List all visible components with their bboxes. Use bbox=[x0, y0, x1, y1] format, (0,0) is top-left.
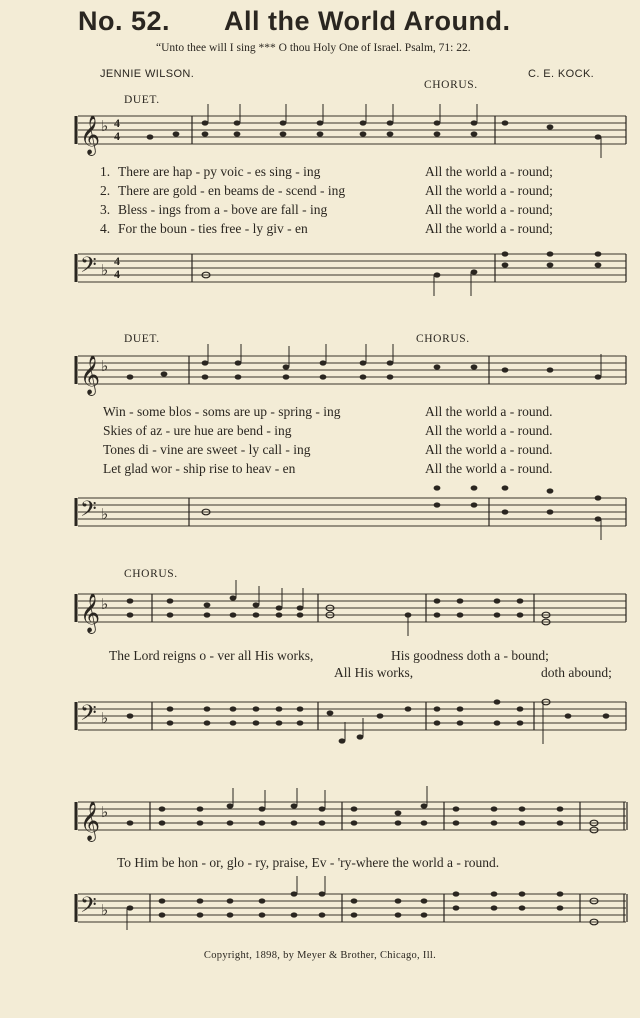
verse-lyric: Bless - ings from a - bove are fall - ing bbox=[118, 202, 328, 217]
verse-refrain: All the world a - round. bbox=[425, 404, 553, 419]
verse-lyric: There are hap - py voic - es sing - ing bbox=[118, 164, 321, 179]
bass-staff bbox=[0, 244, 640, 304]
svg-text:4: 4 bbox=[114, 254, 120, 268]
verse-lyric: Tones di - vine are sweet - ly call - ing bbox=[103, 442, 311, 457]
verse-number: 3. bbox=[100, 202, 111, 217]
bass-staff bbox=[0, 692, 640, 752]
verse-lyric: Skies of az - ure hue are bend - ing bbox=[103, 423, 292, 438]
verse-number: 4. bbox=[100, 221, 111, 236]
melody-notes bbox=[147, 104, 602, 158]
lyricist-credit: JENNIE WILSON. bbox=[100, 68, 195, 80]
hymn-number: No. 52. bbox=[78, 6, 171, 36]
verse-lyric: Win - some blos - soms are up - spring - ing bbox=[103, 404, 341, 419]
echo-lyric: doth abound; bbox=[541, 665, 612, 680]
svg-text:4: 4 bbox=[114, 267, 120, 281]
treble-clef-icon: 𝄞 bbox=[80, 593, 101, 633]
copyright-notice: Copyright, 1898, by Meyer & Brother, Chicago, Ill. bbox=[203, 950, 437, 961]
composer-credit: C. E. KOCK. bbox=[528, 68, 595, 80]
flat-icon: ♭ bbox=[101, 595, 109, 613]
verse-lyric: There are gold - en beams de - scend - ing bbox=[118, 183, 346, 198]
chorus-label: CHORUS. bbox=[124, 568, 178, 580]
verse-refrain: All the world a - round; bbox=[425, 202, 553, 217]
bass-clef-icon: 𝄢 bbox=[80, 893, 97, 923]
verse-number: 2. bbox=[100, 183, 111, 198]
bass-clef-icon: 𝄢 bbox=[80, 701, 97, 731]
duet-label: DUET. bbox=[124, 94, 160, 106]
bass-clef-icon: 𝄢 bbox=[80, 253, 97, 283]
chorus-label: CHORUS. bbox=[416, 333, 470, 345]
chorus-label: CHORUS. bbox=[424, 79, 478, 91]
flat-icon: ♭ bbox=[101, 803, 109, 821]
verse-refrain: All the world a - round; bbox=[425, 183, 553, 198]
treble-clef-icon: 𝄞 bbox=[80, 355, 101, 395]
verse-refrain: All the world a - round; bbox=[425, 164, 553, 179]
duet-label: DUET. bbox=[124, 333, 160, 345]
flat-icon: ♭ bbox=[101, 505, 109, 523]
flat-icon: ♭ bbox=[101, 901, 109, 919]
flat-icon: ♭ bbox=[101, 261, 109, 279]
time-signature-top: 4 bbox=[114, 116, 120, 130]
treble-clef-icon: 𝄞 bbox=[80, 115, 101, 155]
verse-lyric: For the boun - ties free - ly giv - en bbox=[118, 221, 308, 236]
flat-icon: ♭ bbox=[101, 709, 109, 727]
verse-refrain: All the world a - round. bbox=[425, 423, 553, 438]
flat-icon: ♭ bbox=[101, 357, 109, 375]
chorus-lyric: The Lord reigns o - ver all His works, bbox=[109, 648, 314, 663]
scripture-reference: “Unto thee will I sing *** O thou Holy One of Israel. Psalm, 71: 22. bbox=[156, 42, 471, 54]
chorus-lyric: His goodness doth a - bound; bbox=[391, 648, 549, 663]
echo-lyric: All His works, bbox=[334, 665, 414, 680]
verse-lyric: Let glad wor - ship rise to heav - en bbox=[103, 461, 296, 476]
flat-icon: ♭ bbox=[101, 117, 109, 135]
bass-staff bbox=[0, 884, 640, 944]
verse-refrain: All the world a - round; bbox=[425, 221, 553, 236]
treble-staff bbox=[0, 792, 640, 852]
verse-refrain: All the world a - round. bbox=[425, 442, 553, 457]
time-signature-bottom: 4 bbox=[114, 129, 120, 143]
bass-clef-icon: 𝄢 bbox=[80, 497, 97, 527]
treble-staff bbox=[0, 106, 640, 166]
hymn-title: All the World Around. bbox=[224, 6, 511, 36]
treble-clef-icon: 𝄞 bbox=[80, 801, 101, 841]
chorus-lyric: To Him be hon - or, glo - ry, praise, Ev - 'ry-where the world a - round. bbox=[117, 855, 500, 870]
treble-staff bbox=[0, 584, 640, 644]
bass-staff bbox=[0, 488, 640, 548]
treble-staff bbox=[0, 346, 640, 406]
verse-refrain: All the world a - round. bbox=[425, 461, 553, 476]
verse-number: 1. bbox=[100, 164, 111, 179]
